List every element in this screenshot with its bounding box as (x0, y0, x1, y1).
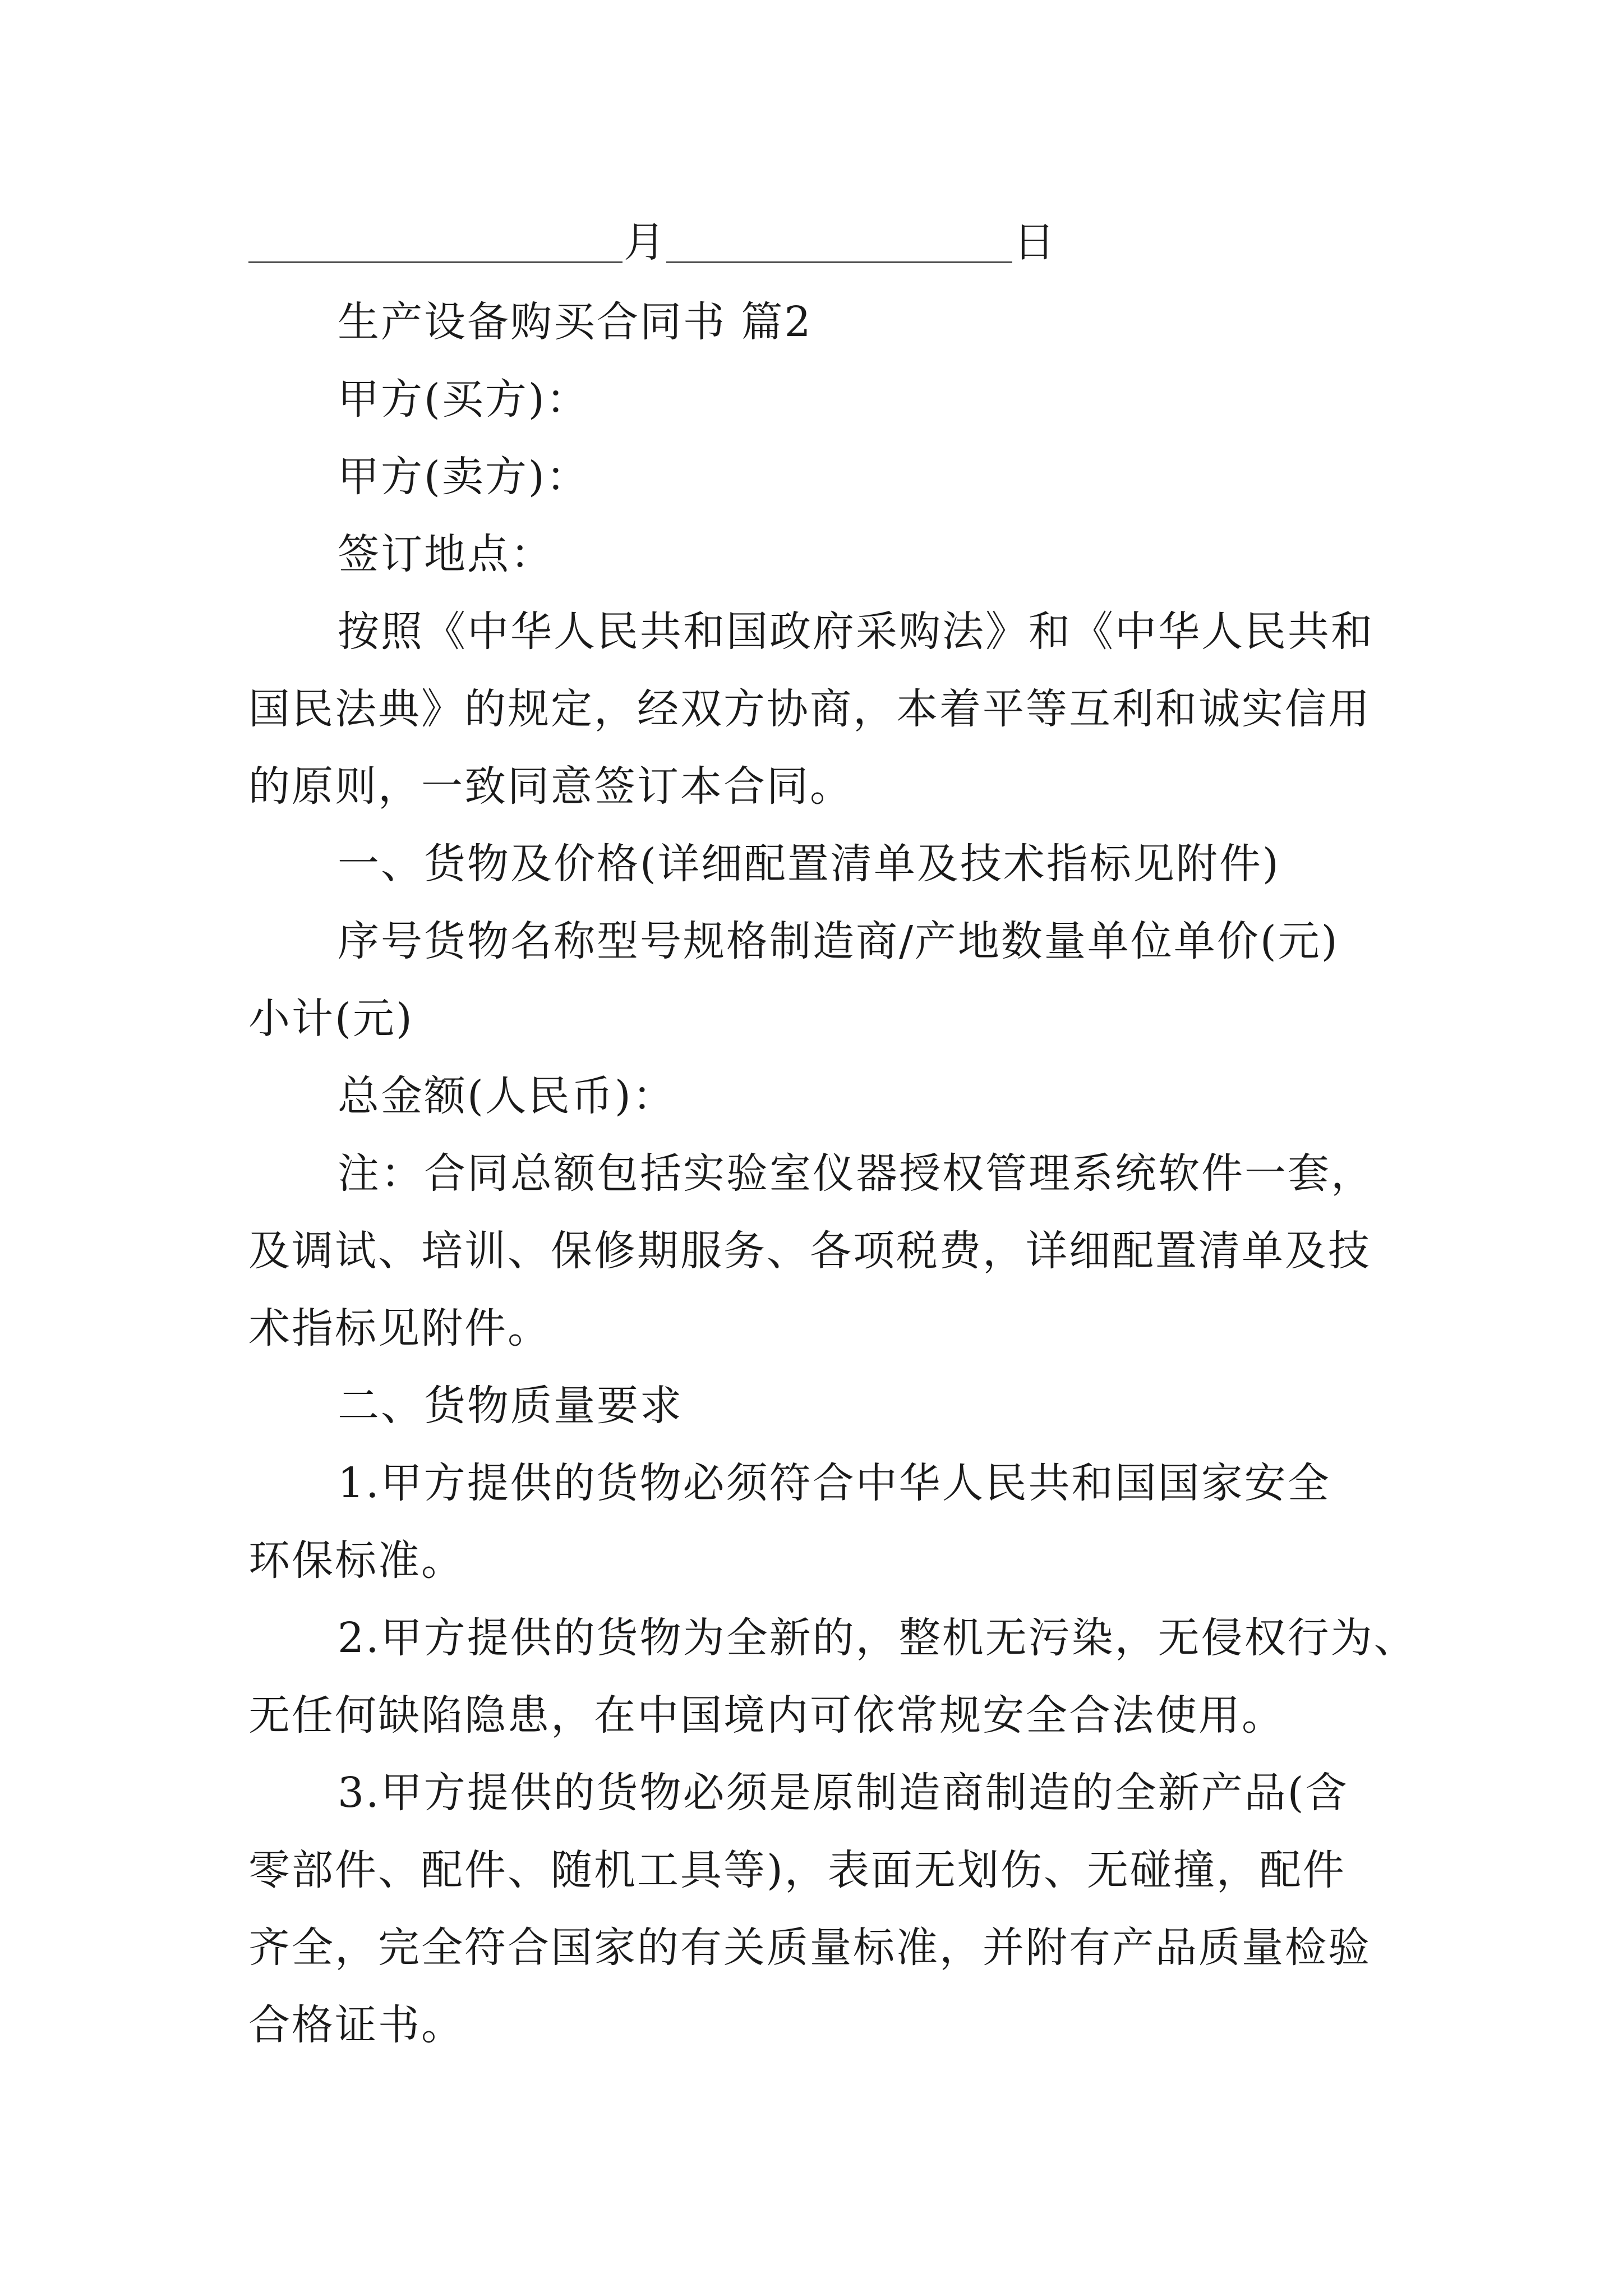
goods-table-header-line-1: 序号货物名称型号规格制造商/产地数量单位单价(元) (338, 917, 1339, 965)
day-blank (666, 222, 1012, 263)
quality-item-1-line-2: 环保标准。 (248, 1536, 464, 1585)
quality-item-3-line-2: 零部件、配件、随机工具等)，表面无划伤、无碰撞，配件 (248, 1846, 1346, 1894)
goods-table-header-line-2: 小计(元) (248, 995, 414, 1043)
party-b-seller: 甲方(卖方)： (338, 453, 589, 501)
section-heading-quality: 二、货物质量要求 (338, 1382, 683, 1430)
preamble-line-1: 按照《中华人民共和国政府采购法》和《中华人民共和 (338, 608, 1374, 656)
section-heading-goods-price: 一、货物及价格(详细配置清单及技术指标见附件) (338, 840, 1280, 888)
preamble-line-3: 的原则，一致同意签订本合同。 (248, 762, 853, 811)
note-line-1: 注：合同总额包括实验室仪器授权管理系统软件一套， (338, 1149, 1374, 1198)
quality-item-1-line-1: 1.甲方提供的货物必须符合中华人民共和国国家安全 (338, 1459, 1331, 1507)
date-line (248, 218, 1056, 266)
month-label: 月 (624, 218, 665, 266)
quality-item-2-line-2: 无任何缺陷隐患，在中国境内可依常规安全合法使用。 (248, 1691, 1285, 1740)
quality-item-3-line-1: 3.甲方提供的货物必须是原制造商制造的全新产品(含 (338, 1769, 1349, 1817)
note-line-3: 术指标见附件。 (248, 1304, 551, 1352)
preamble-line-2: 国民法典》的规定，经双方协商，本着平等互利和诚实信用 (248, 685, 1371, 733)
quality-item-3-line-4: 合格证书。 (248, 2001, 464, 2049)
quality-item-2-line-1: 2.甲方提供的货物为全新的，整机无污染，无侵权行为、 (338, 1614, 1417, 1662)
day-label: 日 (1013, 218, 1055, 266)
note-line-2: 及调试、培训、保修期服务、各项税费，详细配置清单及技 (248, 1227, 1371, 1275)
contract-title: 生产设备购买合同书 篇2 (338, 298, 813, 346)
signing-place: 签订地点： (338, 530, 554, 578)
total-amount: 总金额(人民币)： (338, 1072, 676, 1120)
month-blank (248, 222, 623, 263)
party-a-buyer: 甲方(买方)： (338, 375, 589, 424)
quality-item-3-line-3: 齐全，完全符合国家的有关质量标准，并附有产品质量检验 (248, 1924, 1371, 1972)
